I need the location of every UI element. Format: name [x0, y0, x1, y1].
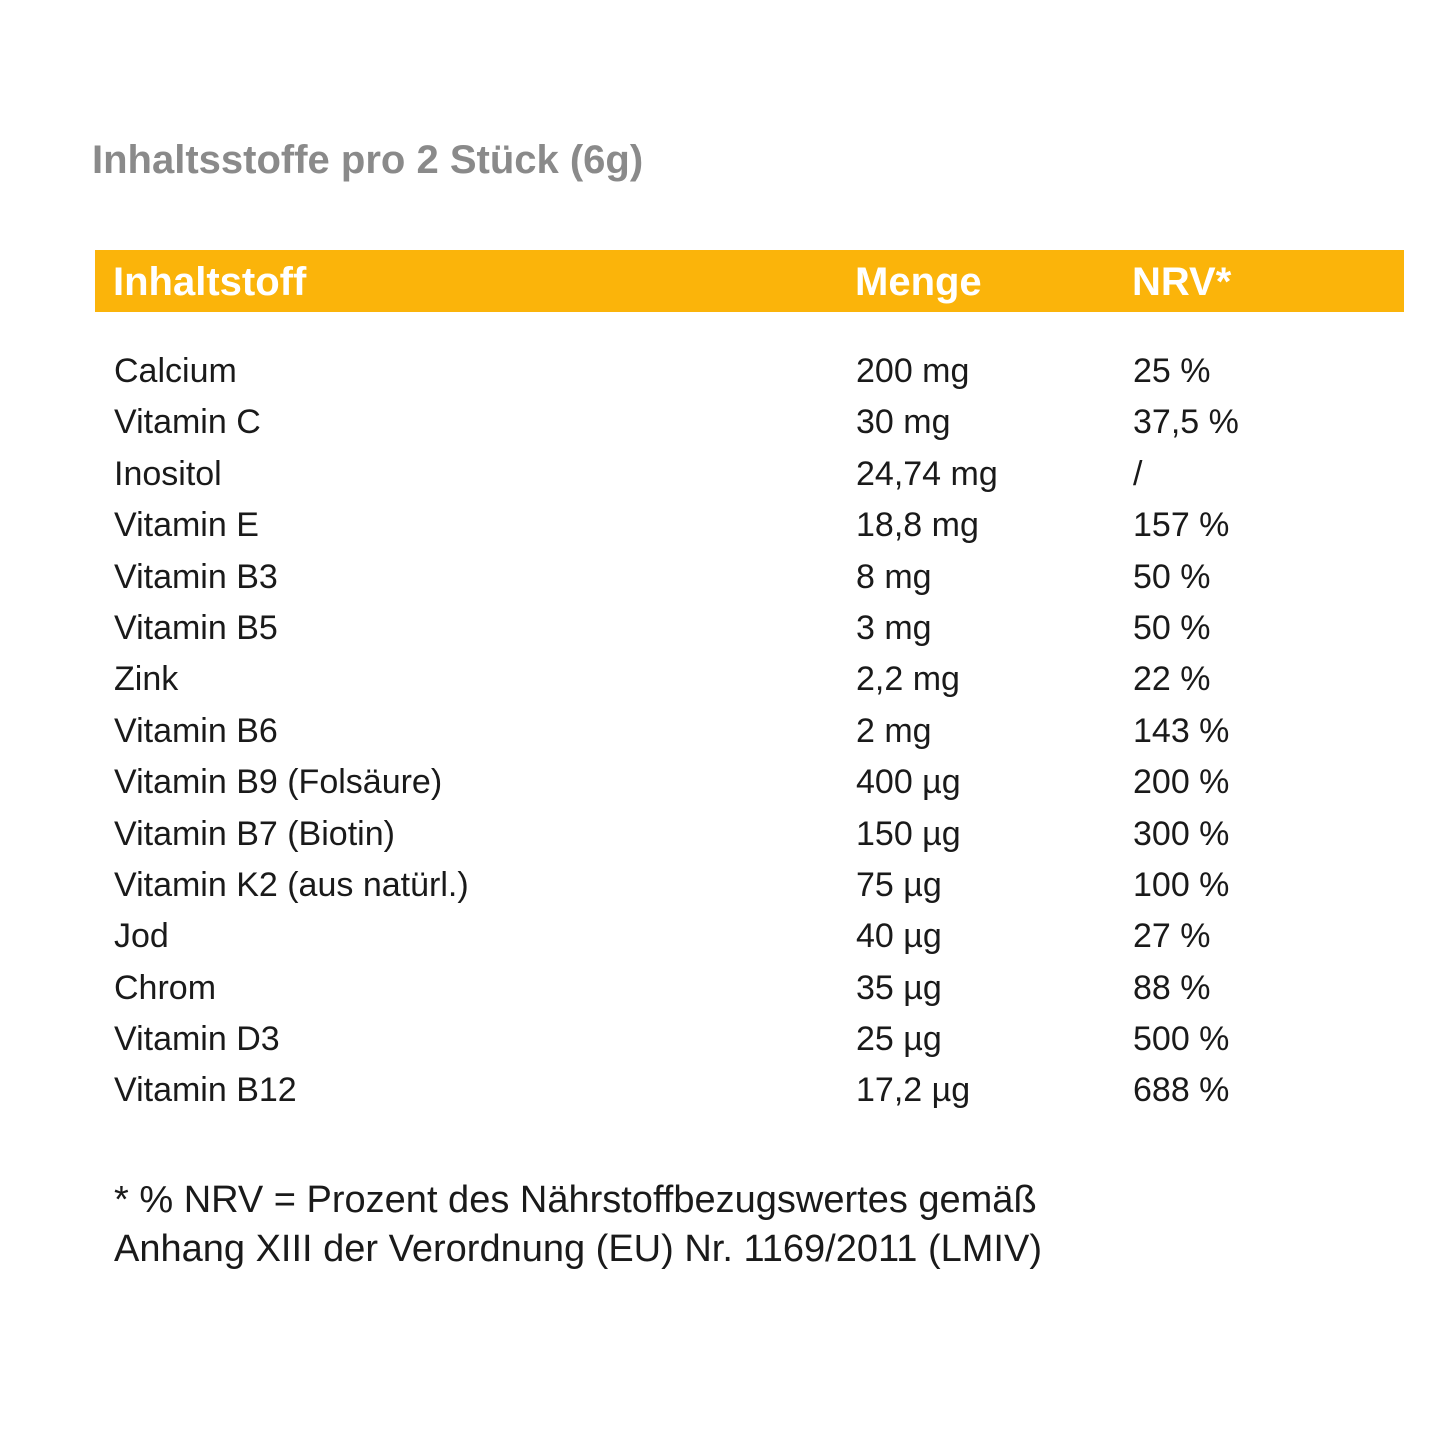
table-row	[0, 809, 1445, 860]
ingredient-nrv: 27 %	[1133, 917, 1211, 956]
ingredient-amount: 17,2 µg	[856, 1071, 971, 1110]
ingredient-name: Vitamin B5	[114, 608, 278, 647]
ingredient-name: Vitamin B9 (Folsäure)	[114, 763, 443, 802]
ingredient-amount: 24,74 mg	[856, 454, 998, 493]
table-row	[0, 397, 1445, 448]
ingredient-amount: 150 µg	[856, 814, 961, 853]
ingredient-name: Vitamin E	[114, 506, 259, 545]
ingredient-nrv: 300 %	[1133, 814, 1230, 853]
header-ingredient: Inhaltstoff	[113, 260, 307, 304]
ingredient-nrv: 200 %	[1133, 763, 1230, 802]
ingredient-amount: 40 µg	[856, 917, 942, 956]
ingredient-name: Vitamin K2 (aus natürl.)	[114, 865, 469, 904]
footnote-line-1: * % NRV = Prozent des Nährstoffbezugswertes gemäß	[114, 1179, 1037, 1221]
ingredient-name: Vitamin D3	[114, 1020, 280, 1059]
table-row	[0, 757, 1445, 808]
table-row	[0, 860, 1445, 911]
ingredient-nrv: /	[1133, 454, 1143, 493]
table-row	[0, 603, 1445, 654]
table-row	[0, 552, 1445, 603]
footnote	[114, 1176, 1314, 1274]
header-nrv: NRV*	[1132, 260, 1232, 304]
ingredient-name: Calcium	[114, 352, 237, 390]
table-row	[0, 346, 1445, 397]
ingredient-nrv: 37,5 %	[1133, 403, 1239, 442]
ingredient-name: Vitamin B6	[114, 711, 278, 750]
table-row	[0, 500, 1445, 551]
ingredient-nrv: 50 %	[1133, 557, 1211, 596]
ingredient-name: Vitamin C	[114, 403, 261, 442]
ingredient-amount: 25 µg	[856, 1020, 942, 1059]
table-row	[0, 911, 1445, 962]
ingredient-nrv: 688 %	[1133, 1071, 1230, 1110]
ingredient-amount: 2,2 mg	[856, 660, 960, 699]
ingredient-amount: 30 mg	[856, 403, 951, 442]
ingredient-nrv: 143 %	[1133, 711, 1230, 750]
nutrient-table-body	[0, 346, 1445, 1117]
ingredient-nrv: 50 %	[1133, 608, 1211, 647]
ingredient-nrv: 22 %	[1133, 660, 1211, 699]
ingredient-name: Vitamin B3	[114, 557, 278, 596]
ingredient-name: Chrom	[114, 968, 217, 1007]
ingredient-amount: 8 mg	[856, 557, 932, 596]
ingredient-amount: 400 µg	[856, 763, 961, 802]
page-title: Inhaltsstoffe pro 2 Stück (6g)	[92, 138, 644, 182]
ingredient-nrv: 157 %	[1133, 506, 1230, 545]
header-amount: Menge	[855, 260, 982, 304]
table-row	[0, 654, 1445, 705]
ingredient-name: Zink	[114, 660, 179, 699]
ingredient-amount: 200 mg	[856, 352, 970, 390]
ingredient-name: Jod	[114, 917, 169, 956]
ingredient-amount: 3 mg	[856, 608, 932, 647]
ingredient-amount: 75 µg	[856, 865, 942, 904]
ingredient-name: Vitamin B12	[114, 1071, 297, 1110]
table-header	[95, 250, 1404, 312]
table-row	[0, 1014, 1445, 1065]
ingredient-nrv: 500 %	[1133, 1020, 1230, 1059]
ingredient-name: Vitamin B7 (Biotin)	[114, 814, 395, 853]
table-row	[0, 963, 1445, 1014]
ingredient-nrv: 25 %	[1133, 352, 1211, 390]
ingredient-amount: 2 mg	[856, 711, 932, 750]
ingredient-amount: 18,8 mg	[856, 506, 979, 545]
table-row	[0, 706, 1445, 757]
ingredient-nrv: 88 %	[1133, 968, 1211, 1007]
table-row	[0, 1065, 1445, 1116]
ingredient-amount: 35 µg	[856, 968, 942, 1007]
ingredient-name: Inositol	[114, 454, 222, 493]
table-row	[0, 449, 1445, 500]
footnote-line-2: Anhang XIII der Verordnung (EU) Nr. 1169/2011 (LMIV)	[114, 1228, 1042, 1270]
ingredient-nrv: 100 %	[1133, 865, 1230, 904]
